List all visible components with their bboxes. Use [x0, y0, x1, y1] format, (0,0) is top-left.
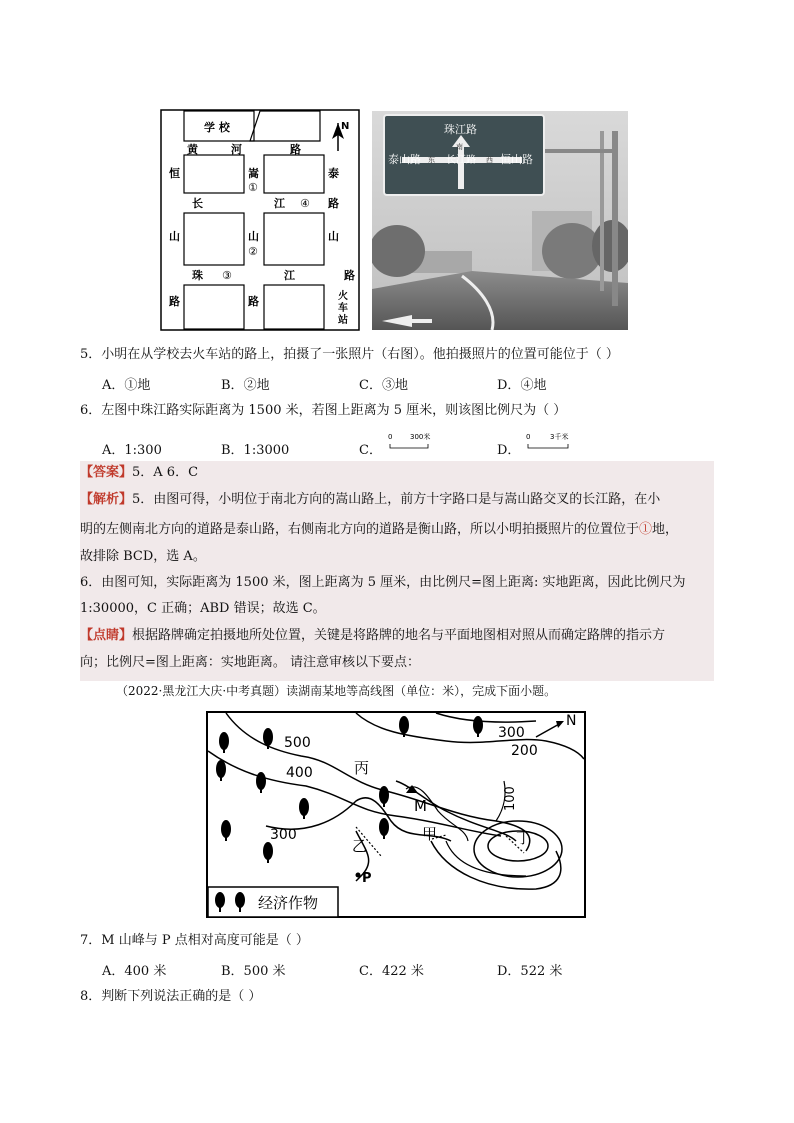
- place-p: P: [362, 871, 372, 886]
- svg-text:300米: 300米: [410, 433, 431, 441]
- place-yi: 乙: [352, 837, 368, 855]
- q7-option-d: D．522 米: [497, 964, 563, 979]
- svg-text:0: 0: [526, 433, 531, 441]
- heng-2: 山: [169, 230, 180, 243]
- svg-text:3千米: 3千米: [550, 433, 569, 441]
- analysis-line-4: 6．由图可知，实际距离为 1500 米，图上距离为 5 厘米，由比例尺=图上距离: 实地距离，因此比例尺为: [80, 575, 686, 590]
- song-2: 山: [248, 230, 259, 243]
- place-m: M: [414, 797, 427, 815]
- marker-3: ③: [222, 269, 232, 282]
- contour-200: 200: [511, 743, 538, 759]
- legend-label: 经济作物: [258, 894, 319, 912]
- contour-map: [206, 711, 586, 919]
- station-3: 站: [338, 315, 348, 326]
- contour-north: N: [566, 713, 577, 729]
- zhujiang-2: 江: [284, 269, 295, 282]
- marker-4: ④: [300, 197, 310, 210]
- place-jia: 甲: [422, 825, 438, 843]
- analysis-line-5: 1:30000，C 正确；ABD 错误；故选 C。: [80, 601, 326, 616]
- answer-line: 【答案】5．A 6．C: [80, 465, 199, 480]
- sign-left: 泰山路: [388, 153, 421, 166]
- q6-option-c: C．: [359, 443, 382, 458]
- sign-north: 南: [456, 143, 463, 151]
- road-sign-photo: [372, 111, 628, 330]
- q6-scale-d: [522, 430, 582, 454]
- q7-option-b: B．500 米: [221, 964, 286, 979]
- q6-option-b: B．1:3000: [221, 443, 290, 458]
- q6-scale-c: [384, 430, 444, 454]
- north-label: N: [341, 121, 350, 132]
- huanghe-1: 黄: [187, 143, 198, 156]
- heng-1: 恒: [169, 167, 180, 180]
- tai-2: 山: [328, 230, 339, 243]
- tai-3: 路: [328, 197, 339, 210]
- q5-option-d: D．④地: [497, 378, 547, 393]
- analysis-line-3: 故排除 BCD，选 A。: [80, 549, 206, 564]
- school-label: 学 校: [204, 121, 230, 134]
- sign-middle: 长江路: [446, 155, 476, 166]
- q5-stem: 5．小明在从学校去火车站的路上，拍摄了一张照片（右图）。他拍摄照片的位置可能位于（ ）: [80, 347, 619, 362]
- tai-1: 泰: [328, 167, 339, 180]
- place-bing: 丙: [354, 759, 370, 777]
- marker-1: ①: [248, 181, 258, 194]
- q7-stem: 7．M 山峰与 P 点相对高度可能是（ ）: [80, 933, 309, 948]
- chang-label: 长: [192, 197, 203, 210]
- q5-option-b: B．②地: [221, 378, 270, 393]
- heng-3: 路: [169, 295, 180, 308]
- marker-2: ②: [248, 245, 258, 258]
- place-ding: 丁: [516, 829, 532, 847]
- contour-400: 400: [286, 765, 313, 781]
- song-1: 嵩: [248, 167, 259, 180]
- station-1: 火: [338, 291, 348, 302]
- section-intro: （2022·黑龙江大庆·中考真题）读湖南某地等高线图（单位：米），完成下面小题。: [116, 684, 557, 698]
- sign-west: 西: [486, 156, 493, 164]
- analysis-line-1: 【解析】5．由图可得，小明位于南北方向的嵩山路上，前方十字路口是与嵩山路交叉的长江路，在小: [80, 492, 661, 507]
- zhu-label: 珠: [192, 269, 203, 282]
- song-3: 路: [248, 295, 259, 308]
- sign-right: 恒山路: [500, 153, 533, 166]
- contour-300a: 300: [498, 725, 525, 741]
- q6-option-a: A．1:300: [102, 443, 162, 458]
- q7-option-a: A．400 米: [102, 964, 167, 979]
- q5-option-a: A．①地: [102, 378, 151, 393]
- street-map: [160, 109, 360, 331]
- analysis-line-2: 明的左侧南北方向的道路是泰山路，右侧南北方向的道路是衡山路，所以小明拍摄照片的位置位于①地，: [80, 522, 679, 537]
- q5-option-c: C．③地: [359, 378, 408, 393]
- huanghe-3: 路: [290, 143, 301, 156]
- analysis-line-6: 【点睛】根据路牌确定拍摄地所处位置，关键是将路牌的地名与平面地图相对照从而确定路牌的指示方: [80, 628, 666, 643]
- q8-stem: 8．判断下列说法正确的是（ ）: [80, 989, 262, 1004]
- q6-stem: 6．左图中珠江路实际距离为 1500 米，若图上距离为 5 厘米，则该图比例尺为（ ）: [80, 403, 567, 418]
- q7-option-c: C．422 米: [359, 964, 424, 979]
- contour-100: 100: [503, 786, 518, 811]
- station-2: 车: [338, 303, 348, 314]
- lu-zhu: 路: [344, 269, 355, 282]
- svg-text:0: 0: [388, 433, 393, 441]
- jiang-label: 江: [274, 197, 285, 210]
- analysis-line-7: 向；比例尺=图上距离：实地距离。 请注意审核以下要点：: [80, 655, 421, 670]
- q6-option-d: D．: [497, 443, 521, 458]
- sign-east: 东: [428, 156, 435, 164]
- sign-top: 珠江路: [444, 123, 477, 136]
- contour-500: 500: [284, 735, 311, 751]
- contour-300b: 300: [270, 827, 297, 843]
- huanghe-2: 河: [231, 143, 242, 156]
